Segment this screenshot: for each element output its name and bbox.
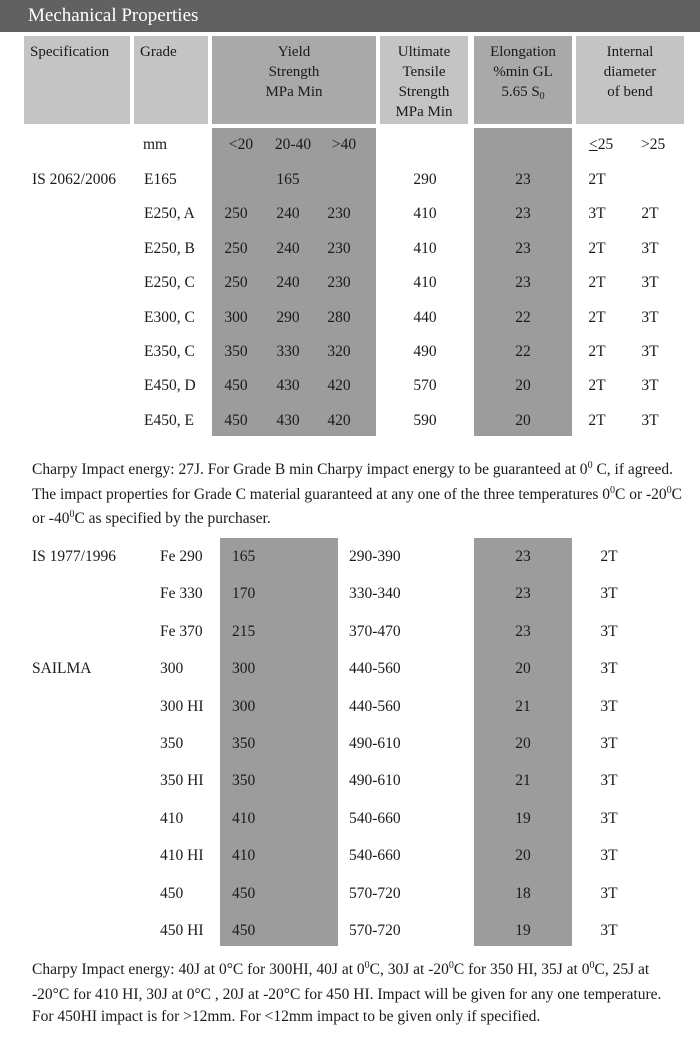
- charpy-note-1: Charpy Impact energy: 27J. For Grade B min Charpy impact energy to be guaranteed at $0^0$ C, if agreed. The impact properties for Grade C material guaranteed at any one of the three temperatures $0^0C$ or $-20^0C$ or $-40^0C$ as specified by the purchaser.: [32, 460, 682, 527]
- elongation-cell: 20: [515, 660, 531, 678]
- grade-cell: Fe 290: [160, 548, 203, 565]
- header-grade: [134, 36, 208, 124]
- grade-cell: 300: [160, 660, 184, 678]
- yield-lt20-cell: 350: [224, 343, 248, 360]
- bend-cell: 3T: [600, 697, 618, 715]
- yield-cell: 350: [232, 735, 256, 752]
- uts-cell: 330-340: [349, 585, 401, 603]
- uts-cell: 570-720: [349, 884, 401, 902]
- grade-cell: E300, C: [144, 308, 195, 326]
- grade-cell: 410 HI: [160, 847, 204, 865]
- uts-cell: 490: [413, 343, 437, 360]
- bend-cell: 3T: [600, 809, 618, 827]
- yield-20-40-cell: 430: [276, 411, 300, 429]
- yield-gt40-cell: 230: [327, 239, 351, 257]
- yield-cell: 300: [232, 660, 256, 678]
- header-bend-line1: Internal: [606, 44, 654, 60]
- elongation-cell: 22: [515, 343, 531, 360]
- yield-gt40-cell: 420: [327, 377, 351, 395]
- yield-cell: 165: [232, 548, 256, 565]
- header-uts-line3: Strength: [398, 84, 450, 100]
- bend-cell: 3T: [600, 847, 618, 865]
- yield-cell: 300: [232, 697, 256, 715]
- header-uts-line2: Tensile: [402, 64, 446, 80]
- units-mm: mm: [143, 136, 168, 153]
- header-yield-line1: Yield: [277, 44, 311, 60]
- elongation-cell: 23: [515, 239, 531, 257]
- bend-le25-cell: 2T: [588, 171, 606, 188]
- header-bend: [576, 36, 684, 124]
- yield-20-40-cell: 290: [276, 308, 300, 326]
- yield-cell: 450: [232, 922, 256, 939]
- yield-lt20-cell: 450: [224, 377, 248, 395]
- uts-cell: 410: [413, 205, 437, 223]
- uts-cell: 370-470: [349, 622, 401, 640]
- spec-is1977: IS 1977/1996: [32, 548, 116, 565]
- yield-gt40-cell: 230: [327, 274, 351, 292]
- bend-le25-cell: 2T: [588, 274, 606, 292]
- bend-gt25-cell: 3T: [641, 377, 659, 395]
- grade-cell: E450, D: [144, 377, 196, 395]
- units-yield-gt40: >40: [331, 136, 357, 153]
- yield-cell: 215: [232, 622, 256, 640]
- uts-cell: 570-720: [349, 922, 401, 939]
- elongation-cell: 20: [515, 411, 531, 429]
- elongation-cell: 20: [515, 377, 531, 395]
- header-specification-label: Specification: [30, 44, 110, 60]
- yield-gt40-cell: 420: [327, 411, 351, 429]
- header-elongation-line2: %min GL: [493, 64, 553, 80]
- yield-20-40-cell: 330: [276, 343, 300, 360]
- header-bend-line3: of bend: [607, 84, 653, 100]
- bend-cell: 3T: [600, 922, 618, 939]
- bend-gt25-cell: 3T: [641, 343, 659, 360]
- uts-cell: 490-610: [349, 772, 401, 790]
- header-uts: [380, 36, 468, 124]
- elongation-cell: 23: [515, 585, 531, 603]
- uts-cell: 570: [413, 377, 437, 395]
- bend-gt25-cell: 3T: [641, 274, 659, 292]
- grade-cell: 350 HI: [160, 772, 204, 790]
- units-yield-lt20: <20: [228, 136, 254, 153]
- yield-cell: 170: [232, 585, 256, 603]
- header-yield: [212, 36, 376, 124]
- elongation-cell: 18: [515, 884, 531, 902]
- bend-le25-cell: 2T: [588, 377, 606, 395]
- yield-lt20-cell: 450: [224, 411, 248, 429]
- spec-sailma: SAILMA: [32, 660, 92, 677]
- header-yield-line3: MPa Min: [265, 84, 323, 100]
- yield-cell: 410: [232, 809, 256, 827]
- units-bend-le25: <25: [589, 136, 614, 153]
- uts-cell: 290-390: [349, 548, 401, 565]
- yield-gt40-cell: 280: [327, 308, 351, 326]
- elongation-cell: 23: [515, 274, 531, 292]
- uts-cell: 290: [413, 171, 437, 188]
- yield-lt20-cell: 250: [224, 205, 248, 223]
- units-yield-20-40: 20-40: [274, 136, 312, 153]
- yield-lt20-cell: 300: [224, 308, 248, 326]
- grade-cell: 410: [160, 809, 184, 827]
- grade-cell: E450, E: [144, 411, 194, 429]
- header-elongation-line1: Elongation: [490, 44, 556, 60]
- uts-cell: 490-610: [349, 735, 401, 752]
- bend-le25-cell: 2T: [588, 343, 606, 360]
- grade-cell: Fe 370: [160, 622, 203, 640]
- yield-20-40-cell: 240: [276, 239, 300, 257]
- yield-20-40-cell: 240: [276, 274, 300, 292]
- bend-gt25-cell: 2T: [641, 205, 659, 223]
- bend-cell: 3T: [600, 622, 618, 640]
- elongation-cell: 23: [515, 205, 531, 223]
- elongation-cell: 21: [515, 697, 531, 715]
- bend-cell: 3T: [600, 660, 618, 678]
- header-uts-line1: Ultimate: [397, 44, 451, 60]
- grade-cell: E250, C: [144, 274, 195, 292]
- bend-gt25-cell: 3T: [641, 411, 659, 429]
- uts-cell: 540-660: [349, 809, 401, 827]
- bend-cell: 3T: [600, 884, 618, 902]
- grade-cell: Fe 330: [160, 585, 203, 603]
- bend-le25-cell: 2T: [588, 308, 606, 326]
- header-uts-line4: MPa Min: [395, 104, 453, 120]
- elongation-cell: 20: [515, 735, 531, 752]
- grade-cell: 450 HI: [160, 922, 204, 939]
- header-elongation-line3: 5.65 $S_0$: [501, 84, 545, 102]
- bend-gt25-cell: 3T: [641, 239, 659, 257]
- yield-20-40-cell: 430: [276, 377, 300, 395]
- section-title: Mechanical Properties: [0, 0, 700, 32]
- grade-cell: 300 HI: [160, 697, 204, 715]
- uts-cell: 440-560: [349, 660, 401, 678]
- header-bend-line2: diameter: [603, 64, 657, 80]
- uts-cell: 410: [413, 274, 437, 292]
- bend-cell: 3T: [600, 585, 618, 603]
- uts-cell: 540-660: [349, 847, 401, 865]
- bend-le25-cell: 2T: [588, 411, 606, 429]
- uts-cell: 590: [413, 411, 437, 429]
- yield-cell: 350: [232, 772, 256, 790]
- uts-cell: 440: [413, 308, 437, 326]
- yield-gt40-cell: 320: [327, 343, 351, 360]
- grade-cell: E250, B: [144, 239, 195, 257]
- header-specification: [24, 36, 130, 124]
- yield-lt20-cell: 250: [224, 274, 248, 292]
- elongation-cell: 23: [515, 548, 531, 565]
- header-elongation: [474, 36, 572, 124]
- elongation-cell: 23: [515, 171, 531, 188]
- yield-cell: 410: [232, 847, 256, 865]
- bend-cell: 3T: [600, 735, 618, 752]
- grade-cell: E350, C: [144, 343, 195, 360]
- bend-cell: 3T: [600, 772, 618, 790]
- elongation-cell: 20: [515, 847, 531, 865]
- spec-is2062: IS 2062/2006: [32, 171, 116, 188]
- grade-cell: E165: [144, 171, 177, 188]
- grade-cell: 450: [160, 884, 184, 902]
- units-bend-gt25: >25: [641, 136, 666, 153]
- yield-20-40-cell: 165: [276, 171, 300, 188]
- bend-gt25-cell: 3T: [641, 308, 659, 326]
- yield-gt40-cell: 230: [327, 205, 351, 223]
- elongation-cell: 23: [515, 622, 531, 640]
- yield-20-40-cell: 240: [276, 205, 300, 223]
- header-yield-line2: Strength: [268, 64, 320, 80]
- elongation-cell: 19: [515, 922, 531, 939]
- bend-le25-cell: 2T: [588, 239, 606, 257]
- charpy-note-2: Charpy Impact energy: 40J at 0°C for 300HI, 40J at $0^0C$, 30J at $-20^0C$ for 350 HI, 35J at $0^0C$, 25J at -20°C for 410 HI, 30J at 0°C , 20J at -20°C for 450 HI. Impact will be given for any one temperature. For 450HI impact is for >12mm. For <12mm impact to be given only if specified.: [32, 960, 662, 1025]
- grade-cell: 350: [160, 735, 184, 752]
- elongation-cell: 21: [515, 772, 531, 790]
- header-grade-label: Grade: [140, 44, 177, 60]
- yield-cell: 450: [232, 884, 256, 902]
- uts-cell: 410: [413, 239, 437, 257]
- bend-cell: 2T: [600, 548, 618, 565]
- elongation-cell: 22: [515, 308, 531, 326]
- grade-cell: E250, A: [144, 205, 195, 223]
- bend-le25-cell: 3T: [588, 205, 606, 223]
- elongation-cell: 19: [515, 809, 531, 827]
- uts-cell: 440-560: [349, 697, 401, 715]
- yield-lt20-cell: 250: [224, 239, 248, 257]
